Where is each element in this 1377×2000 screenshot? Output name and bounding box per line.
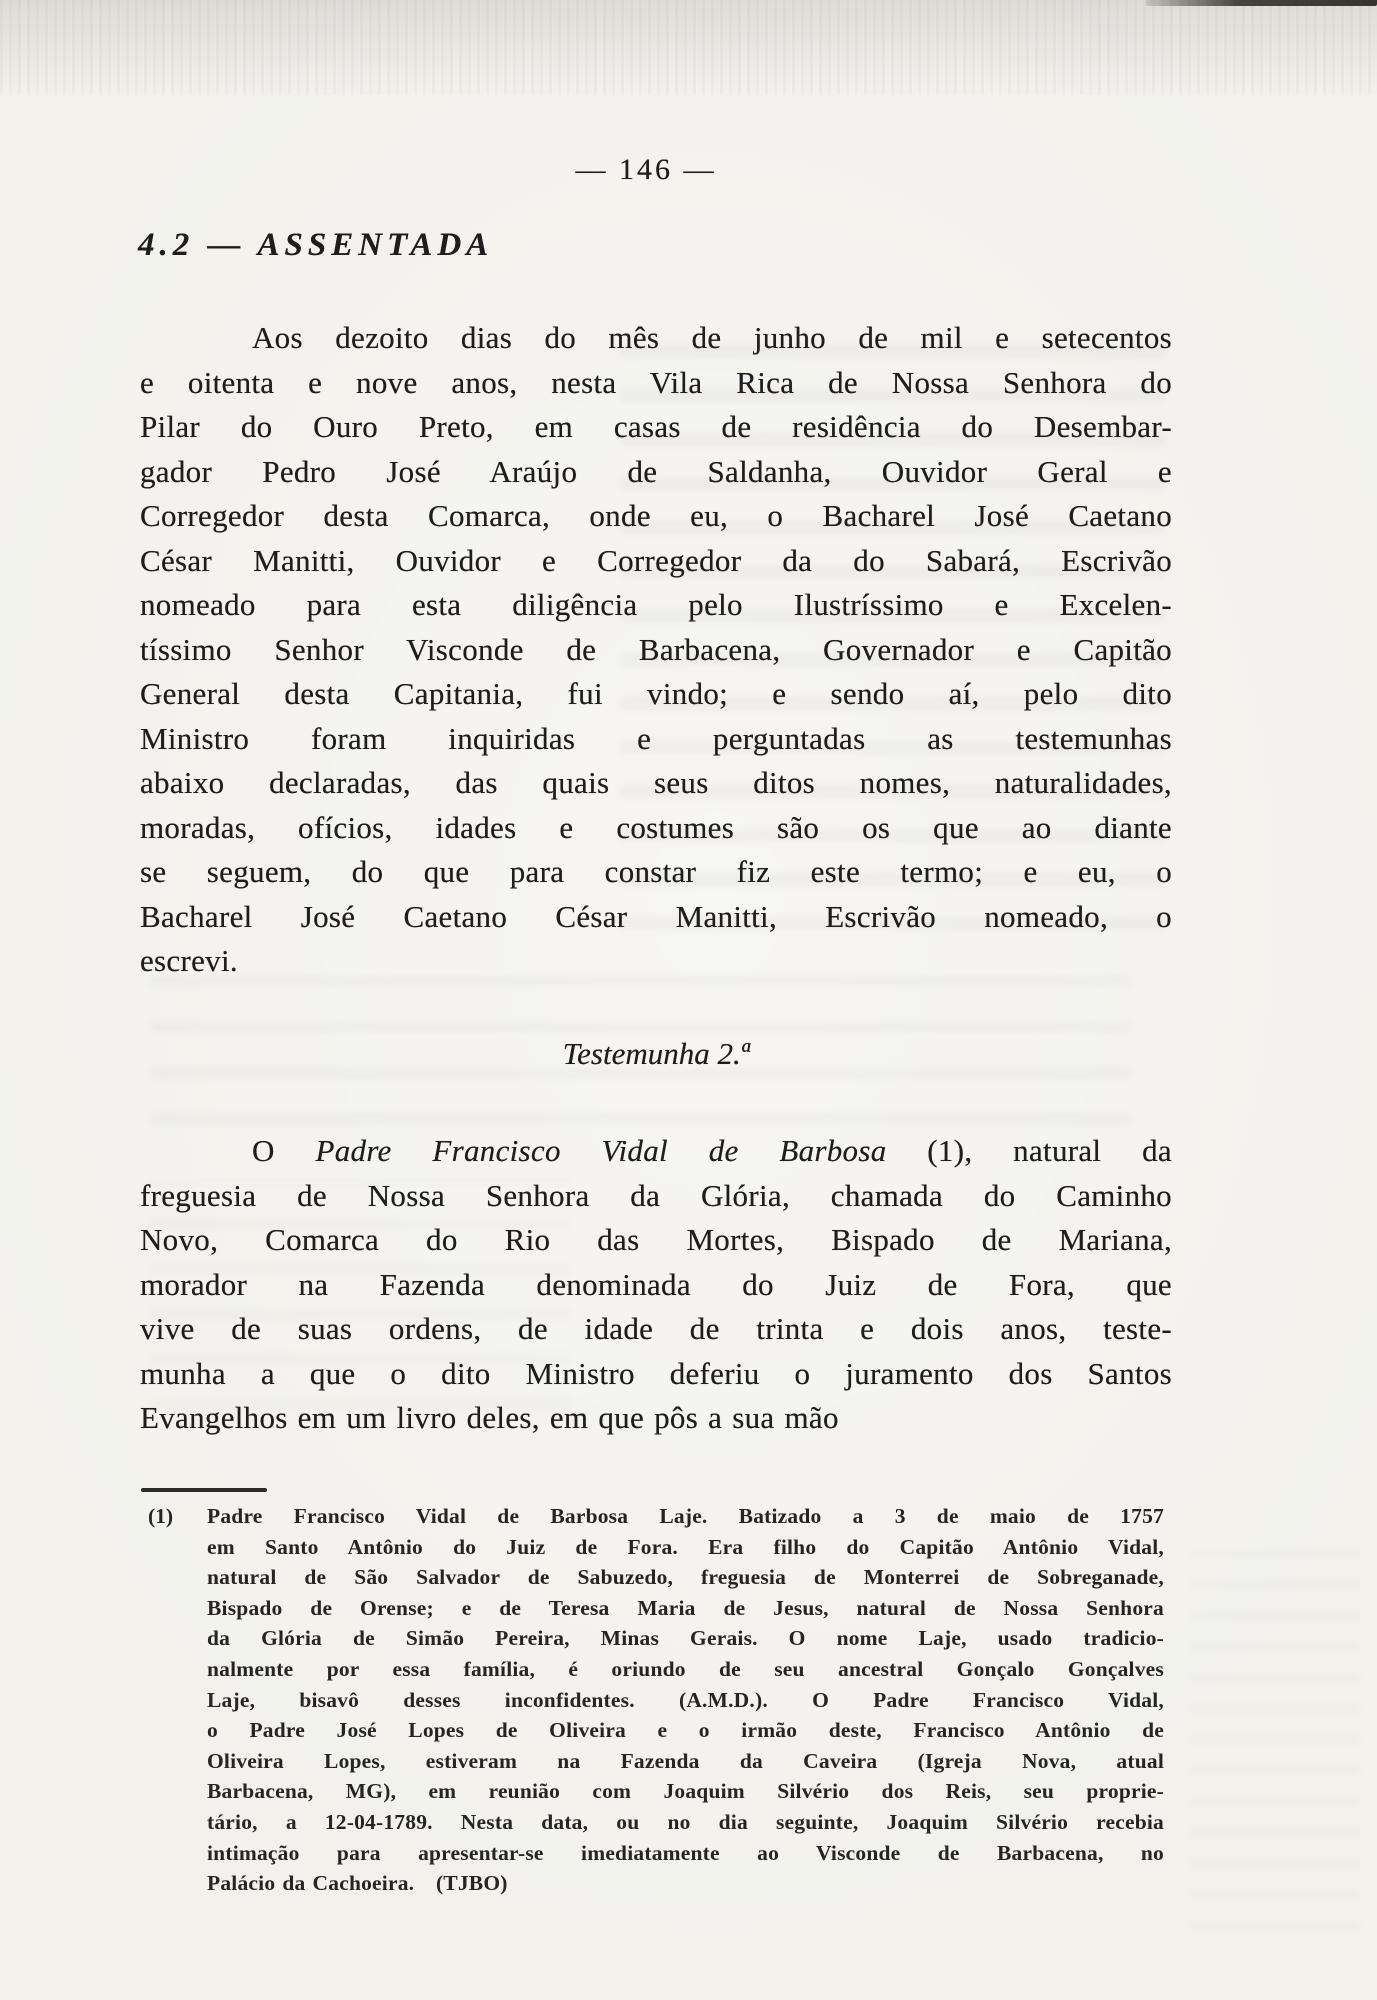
bleed-through-artifact bbox=[1190, 1550, 1360, 1930]
text-line: em Santo Antônio do Juiz de Fora. Era filho do Capitão Antônio Vidal, bbox=[207, 1534, 1164, 1559]
text-line: César Manitti, Ouvidor e Corregedor da do Sabará, Escrivão bbox=[140, 542, 1172, 578]
text-line: Pilar do Ouro Preto, em casas de residência do Desembar- bbox=[140, 409, 1172, 444]
text-line: escrevi. bbox=[140, 943, 238, 978]
text-line: Aos dezoito dias do mês de junho de mil e setecentos bbox=[252, 320, 1172, 355]
text-line: tíssimo Senhor Visconde de Barbacena, Governador e Capitão bbox=[140, 631, 1172, 667]
text-line: tário, a 12-04-1789. Nesta data, ou no dia seguinte, Joaquim Silvério recebia bbox=[207, 1809, 1164, 1834]
text-line: moradas, ofícios, idades e costumes são os que ao diante bbox=[140, 809, 1172, 845]
text-line: nomeado para esta diligência pelo Ilustríssimo e Excelen- bbox=[140, 587, 1172, 622]
page-number: — 146 — bbox=[575, 153, 717, 186]
text-line: morador na Fazenda denominada do Juiz de Fora, que bbox=[140, 1266, 1172, 1302]
scan-top-shading-artifact bbox=[0, 0, 1377, 95]
text-line: nalmente por essa família, é oriundo de seu ancestral Gonçalo Gonçalves bbox=[207, 1656, 1164, 1681]
text-line: Laje, bisavô desses inconfidentes. (A.M.D.). O Padre Francisco Vidal, bbox=[207, 1687, 1164, 1712]
text-line: se seguem, do que para constar fiz este termo; e eu, o bbox=[140, 854, 1172, 889]
text-segment: O bbox=[252, 1133, 316, 1168]
text-line: gador Pedro José Araújo de Saldanha, Ouvidor Geral e bbox=[140, 453, 1172, 489]
footnote-text bbox=[207, 1501, 1164, 1899]
text-line: Palácio da Cachoeira. (TJBO) bbox=[207, 1871, 508, 1896]
witness-subheading: Testemunha 2.ª bbox=[562, 1036, 750, 1071]
text-line: Ministro foram inquiridas e perguntadas as testemunhas bbox=[140, 720, 1172, 756]
section-heading: 4.2 — ASSENTADA bbox=[138, 227, 494, 263]
text-line: o Padre José Lopes de Oliveira e o irmão deste, Francisco Antônio de bbox=[207, 1718, 1164, 1743]
text-line: Evangelhos em um livro deles, em que pôs a sua mão bbox=[140, 1400, 839, 1435]
text-line: Bacharel José Caetano César Manitti, Escrivão nomeado, o bbox=[140, 898, 1172, 934]
text-line: Barbacena, MG), em reunião com Joaquim Silvério dos Reis, seu proprie- bbox=[207, 1779, 1164, 1804]
text-line: e oitenta e nove anos, nesta Vila Rica de Nossa Senhora do bbox=[140, 364, 1172, 400]
text-line: Bispado de Orense; e de Teresa Maria de Jesus, natural de Nossa Senhora bbox=[207, 1595, 1164, 1620]
text-line: Oliveira Lopes, estiveram na Fazenda da Caveira (Igreja Nova, atual bbox=[207, 1748, 1164, 1773]
text-line: Padre Francisco Vidal de Barbosa Laje. Batizado a 3 de maio de 1757 bbox=[207, 1504, 1164, 1528]
text-line: abaixo declaradas, das quais seus ditos nomes, naturalidades, bbox=[140, 765, 1172, 800]
text-line: freguesia de Nossa Senhora da Glória, chamada do Caminho bbox=[140, 1177, 1172, 1213]
text-line: natural de São Salvador de Sabuzedo, freguesia de Monterrei de Sobreganade, bbox=[207, 1565, 1164, 1590]
text-line: munha a que o dito Ministro deferiu o juramento dos Santos bbox=[140, 1355, 1172, 1391]
footnote bbox=[148, 1501, 1164, 1899]
text-line bbox=[140, 1129, 1172, 1174]
scan-edge-artifact bbox=[1146, 0, 1377, 6]
text-segment: (1), natural da bbox=[886, 1133, 1172, 1168]
text-line: da Glória de Simão Pereira, Minas Gerais. O nome Laje, usado tradicio- bbox=[207, 1626, 1164, 1651]
footnote-marker: (1) bbox=[148, 1504, 174, 1528]
text-line: Corregedor desta Comarca, onde eu, o Bacharel José Caetano bbox=[140, 498, 1172, 533]
italic-text-segment: Padre Francisco Vidal de Barbosa bbox=[315, 1133, 887, 1168]
paragraph-witness bbox=[140, 1129, 1172, 1441]
paragraph-assentada bbox=[140, 316, 1172, 984]
text-line: General desta Capitania, fui vindo; e sendo aí, pelo dito bbox=[140, 676, 1172, 711]
text-line: intimação para apresentar-se imediatamente ao Visconde de Barbacena, no bbox=[207, 1840, 1164, 1865]
text-line: Novo, Comarca do Rio das Mortes, Bispado de Mariana, bbox=[140, 1222, 1172, 1257]
text-line: vive de suas ordens, de idade de trinta e dois anos, teste- bbox=[140, 1311, 1172, 1346]
footnote-separator bbox=[141, 1488, 267, 1492]
